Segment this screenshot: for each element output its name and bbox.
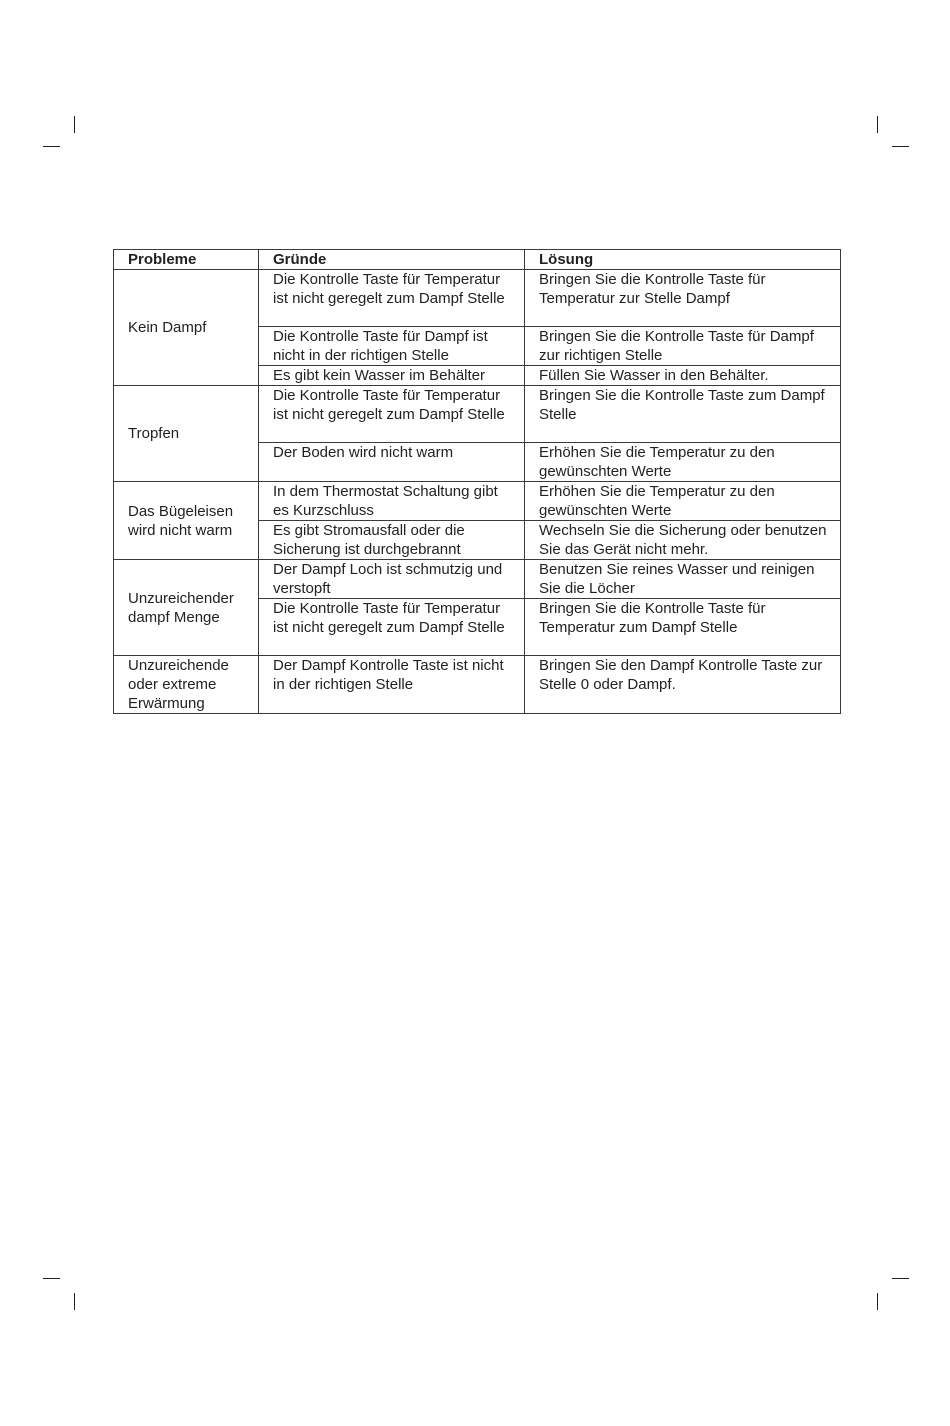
crop-mark-top-left-horizontal — [43, 146, 60, 147]
solution-cell: Bringen Sie die Kontrolle Taste für Temperatur zum Dampf Stelle — [525, 599, 841, 656]
table-row — [114, 656, 841, 714]
cause-cell: Die Kontrolle Taste für Temperatur ist nicht geregelt zum Dampf Stelle — [259, 386, 525, 443]
crop-mark-bottom-right-horizontal — [892, 1278, 909, 1279]
problem-cell: Das Bügeleisen wird nicht warm — [114, 482, 259, 560]
solution-cell: Benutzen Sie reines Wasser und reinigen Sie die Löcher — [525, 560, 841, 599]
crop-mark-top-left-vertical — [74, 116, 75, 133]
crop-mark-top-right-horizontal — [892, 146, 909, 147]
solution-cell: Wechseln Sie die Sicherung oder benutzen Sie das Gerät nicht mehr. — [525, 521, 841, 560]
problem-cell: Tropfen — [114, 386, 259, 482]
cause-cell: Der Dampf Loch ist schmutzig und verstopft — [259, 560, 525, 599]
crop-mark-bottom-left-horizontal — [43, 1278, 60, 1279]
table-row — [114, 482, 841, 521]
troubleshooting-table — [113, 249, 841, 714]
cause-cell: Es gibt Stromausfall oder die Sicherung ist durchgebrannt — [259, 521, 525, 560]
solution-cell: Erhöhen Sie die Temperatur zu den gewünschten Werte — [525, 482, 841, 521]
solution-cell: Bringen Sie den Dampf Kontrolle Taste zur Stelle 0 oder Dampf. — [525, 656, 841, 714]
solution-cell: Bringen Sie die Kontrolle Taste zum Dampf Stelle — [525, 386, 841, 443]
cause-cell: Der Boden wird nicht warm — [259, 443, 525, 482]
crop-mark-top-right-vertical — [877, 116, 878, 133]
table-row — [114, 386, 841, 443]
cause-cell: Die Kontrolle Taste für Temperatur ist nicht geregelt zum Dampf Stelle — [259, 270, 525, 327]
cause-cell: Der Dampf Kontrolle Taste ist nicht in der richtigen Stelle — [259, 656, 525, 714]
cause-cell: Die Kontrolle Taste für Dampf ist nicht in der richtigen Stelle — [259, 327, 525, 366]
crop-mark-bottom-right-vertical — [877, 1293, 878, 1310]
header-causes: Gründe — [259, 250, 525, 270]
solution-cell: Bringen Sie die Kontrolle Taste für Temperatur zur Stelle Dampf — [525, 270, 841, 327]
problem-cell: Unzureichender dampf Menge — [114, 560, 259, 656]
problem-cell: Kein Dampf — [114, 270, 259, 386]
solution-cell: Bringen Sie die Kontrolle Taste für Dampf zur richtigen Stelle — [525, 327, 841, 366]
crop-mark-bottom-left-vertical — [74, 1293, 75, 1310]
header-solution: Lösung — [525, 250, 841, 270]
header-problems: Probleme — [114, 250, 259, 270]
table-row — [114, 270, 841, 327]
table-row — [114, 560, 841, 599]
solution-cell: Füllen Sie Wasser in den Behälter. — [525, 366, 841, 386]
cause-cell: Die Kontrolle Taste für Temperatur ist nicht geregelt zum Dampf Stelle — [259, 599, 525, 656]
problem-cell: Unzureichende oder extreme Erwärmung — [114, 656, 259, 714]
solution-cell: Erhöhen Sie die Temperatur zu den gewünschten Werte — [525, 443, 841, 482]
table-header-row — [114, 250, 841, 270]
cause-cell: Es gibt kein Wasser im Behälter — [259, 366, 525, 386]
cause-cell: In dem Thermostat Schaltung gibt es Kurzschluss — [259, 482, 525, 521]
